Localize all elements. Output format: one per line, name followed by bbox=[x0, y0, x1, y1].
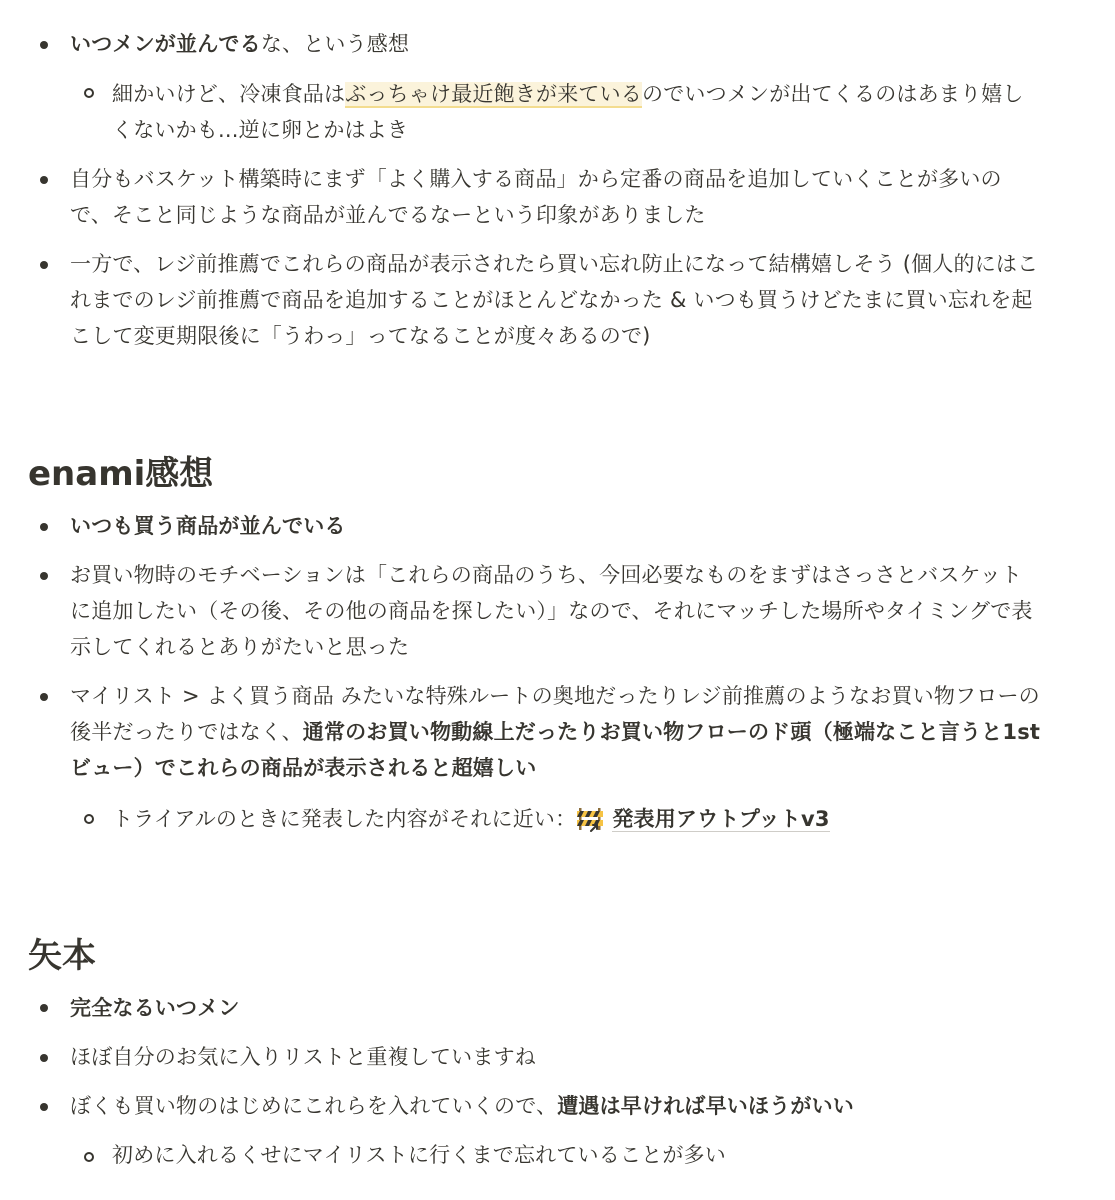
bold-text: 完全なるいつメン bbox=[70, 996, 240, 1020]
bullet-dot bbox=[40, 176, 48, 184]
text: ぼくも買い物のはじめにこれらを入れていくので、 bbox=[70, 1094, 558, 1118]
text: お買い物時のモチベーションは「これらの商品のうち、今回必要なものをまずはさっさとバスケット bbox=[70, 563, 1023, 587]
text: 後半だったりではなく、 bbox=[70, 720, 303, 744]
construction-icon bbox=[576, 806, 604, 832]
list-item bbox=[70, 1039, 1100, 1075]
list-item-nested bbox=[112, 801, 1087, 837]
text: マイリスト > よく買う商品 みたいな特殊ルートの奥地だったりレジ前推薦のようなお買い物フローの bbox=[70, 684, 1040, 708]
text: れまでのレジ前推薦で商品を追加することがほとんどなかった & いつも買うけどたまに買い忘れを起 bbox=[70, 288, 1033, 312]
bullet-dot bbox=[40, 1054, 48, 1062]
bullet-circle bbox=[84, 88, 94, 98]
text: 一方で、レジ前推薦でこれらの商品が表示されたら買い忘れ防止になって結構嬉しそう (個人的にはこ bbox=[70, 252, 1039, 276]
bold-text: いつも買う商品が並んでいる bbox=[70, 514, 346, 538]
list-item bbox=[70, 990, 1100, 1026]
text: ほぼ自分のお気に入りリストと重複していますね bbox=[70, 1045, 536, 1069]
text: で、そこと同じような商品が並んでるなーという印象がありました bbox=[70, 203, 706, 227]
text: に追加したい（その後、その他の商品を探したい）」なので、それにマッチした場所やタイミングで表 bbox=[70, 599, 1033, 623]
text: トライアルのときに発表した内容がそれに近い： bbox=[112, 807, 577, 831]
text: のでいつメンが出てくるのはあまり嬉し bbox=[642, 82, 1024, 106]
text: 細かいけど、冷凍食品は bbox=[112, 82, 346, 106]
bullet-dot bbox=[40, 523, 48, 531]
bold-text: いつメンが並んでる bbox=[70, 32, 261, 56]
section-heading: 矢本 bbox=[28, 936, 96, 976]
list-item-line3 bbox=[70, 318, 1100, 354]
list-item-line2 bbox=[70, 282, 1100, 318]
list-item-nested bbox=[112, 76, 1087, 112]
bullet-dot bbox=[40, 693, 48, 701]
bullet-dot bbox=[40, 1103, 48, 1111]
highlighted-text: ぶっちゃけ最近飽きが来ている bbox=[345, 82, 643, 106]
list-item bbox=[70, 678, 1100, 714]
list-item-line2 bbox=[70, 714, 1100, 750]
bullet-dot bbox=[40, 1004, 48, 1012]
text: 初めに入れるくせにマイリストに行くまで忘れていることが多い bbox=[112, 1143, 726, 1167]
list-item bbox=[70, 246, 1100, 282]
bullet-circle bbox=[84, 1152, 94, 1162]
text: 示してくれるとありがたいと思った bbox=[70, 635, 410, 659]
text: くないかも...逆に卵とかはよき bbox=[112, 118, 409, 142]
list-item-line2 bbox=[70, 197, 1100, 233]
list-item bbox=[70, 1088, 1100, 1124]
list-item bbox=[70, 26, 1100, 62]
section-heading: enami感想 bbox=[28, 454, 214, 494]
list-item-nested-line2 bbox=[112, 112, 1087, 148]
bold-text: 遭遇は早ければ早いほうがいい bbox=[557, 1094, 854, 1118]
page-link[interactable]: 発表用アウトプットv3 bbox=[612, 807, 830, 831]
list-item bbox=[70, 557, 1100, 593]
bullet-dot bbox=[40, 572, 48, 580]
bullet-circle bbox=[84, 814, 94, 824]
list-item-line3 bbox=[70, 750, 1100, 786]
list-item bbox=[70, 161, 1100, 197]
text: 自分もバスケット構築時にまず「よく購入する商品」から定番の商品を追加していくことが多いの bbox=[70, 167, 1002, 191]
list-item bbox=[70, 508, 1100, 544]
bold-text: 通常のお買い物動線上だったりお買い物フローのド頭（極端なこと言うと1st bbox=[302, 720, 1041, 744]
bold-text: ビュー）でこれらの商品が表示されると超嬉しい bbox=[70, 756, 537, 780]
bullet-dot bbox=[40, 41, 48, 49]
text: こして変更期限後に「うわっ」ってなることが度々あるので) bbox=[70, 324, 651, 348]
list-item-line3 bbox=[70, 629, 1100, 665]
text: な、という感想 bbox=[260, 32, 410, 56]
list-item-nested bbox=[112, 1137, 1087, 1173]
list-item-line2 bbox=[70, 593, 1100, 629]
bullet-dot bbox=[40, 261, 48, 269]
